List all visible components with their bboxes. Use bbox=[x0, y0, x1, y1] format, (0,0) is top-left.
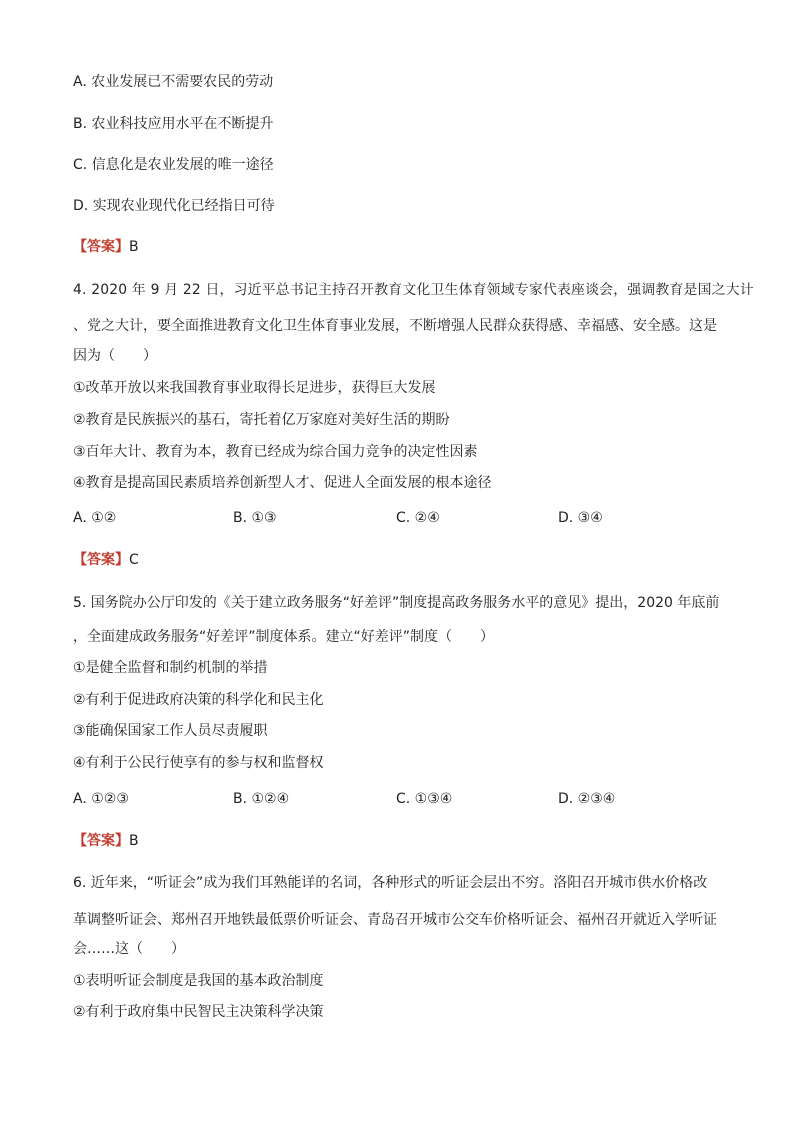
answer-value: C bbox=[129, 552, 139, 568]
q4-statement-4: ④教育是提高国民素质培养创新型人才、促进人全面发展的根本途径 bbox=[73, 475, 492, 491]
q5-choice-d: D. ②③④ bbox=[558, 791, 616, 807]
answer-label: 【答案】 bbox=[73, 833, 129, 849]
q6-stem-line-3: 会……这（ ） bbox=[73, 941, 185, 957]
q4-choice-d: D. ③④ bbox=[558, 510, 603, 526]
q6-stem-line-2: 革调整听证会、郑州召开地铁最低票价听证会、青岛召开城市公交车价格听证会、福州召开就近入学听证 bbox=[73, 912, 717, 928]
q4-choice-b: B. ①③ bbox=[233, 510, 277, 526]
q5-statement-3: ③能确保国家工作人员尽责履职 bbox=[73, 723, 268, 739]
q6-stem-line-1: 6. 近年来，“听证会”成为我们耳熟能详的名词，各种形式的听证会层出不穷。洛阳召开城市供水价格改 bbox=[73, 875, 708, 891]
q6-statement-2: ②有利于政府集中民智民主决策科学决策 bbox=[73, 1004, 324, 1020]
q4-choice-c: C. ②④ bbox=[396, 510, 440, 526]
q3-option-d: D. 实现农业现代化已经指日可待 bbox=[73, 198, 275, 214]
q6-statement-1: ①表明听证会制度是我国的基本政治制度 bbox=[73, 973, 324, 989]
q5-stem-line-1: 5. 国务院办公厅印发的《关于建立政务服务“好差评”制度提高政务服务水平的意见》提出，2020 年底前 bbox=[73, 595, 720, 611]
q5-statement-2: ②有利于促进政府决策的科学化和民主化 bbox=[73, 692, 324, 708]
q4-stem-line-3: 因为（ ） bbox=[73, 348, 157, 364]
q3-option-a: A. 农业发展已不需要农民的劳动 bbox=[73, 74, 274, 90]
q5-choice-b: B. ①②④ bbox=[233, 791, 290, 807]
q5-statement-1: ①是健全监督和制约机制的举措 bbox=[73, 660, 268, 676]
q3-option-b: B. 农业科技应用水平在不断提升 bbox=[73, 116, 274, 132]
q3-option-c: C. 信息化是农业发展的唯一途径 bbox=[73, 157, 274, 173]
answer-value: B bbox=[129, 833, 139, 849]
q4-stem-line-1: 4. 2020 年 9 月 22 日，习近平总书记主持召开教育文化卫生体育领域专家代表座谈会，强调教育是国之大计 bbox=[73, 282, 754, 298]
q4-statement-1: ①改革开放以来我国教育事业取得长足进步，获得巨大发展 bbox=[73, 380, 436, 396]
answer-label: 【答案】 bbox=[73, 239, 129, 255]
q5-choice-a: A. ①②③ bbox=[73, 791, 129, 807]
answer-value: B bbox=[129, 239, 139, 255]
q4-stem-line-2: 、党之大计，要全面推进教育文化卫生体育事业发展，不断增强人民群众获得感、幸福感、安全感。这是 bbox=[73, 318, 717, 334]
q4-answer bbox=[73, 550, 139, 570]
q5-stem-line-2: ，全面建成政务服务“好差评”制度体系。建立“好差评”制度（ ） bbox=[73, 629, 495, 645]
answer-label: 【答案】 bbox=[73, 552, 129, 568]
q5-choice-c: C. ①③④ bbox=[396, 791, 453, 807]
q4-statement-2: ②教育是民族振兴的基石，寄托着亿万家庭对美好生活的期盼 bbox=[73, 412, 450, 428]
q5-statement-4: ④有利于公民行使享有的参与权和监督权 bbox=[73, 755, 324, 771]
q4-choice-a: A. ①② bbox=[73, 510, 117, 526]
q3-answer bbox=[73, 237, 139, 257]
q4-statement-3: ③百年大计、教育为本，教育已经成为综合国力竞争的决定性因素 bbox=[73, 444, 478, 460]
q5-answer bbox=[73, 831, 139, 851]
